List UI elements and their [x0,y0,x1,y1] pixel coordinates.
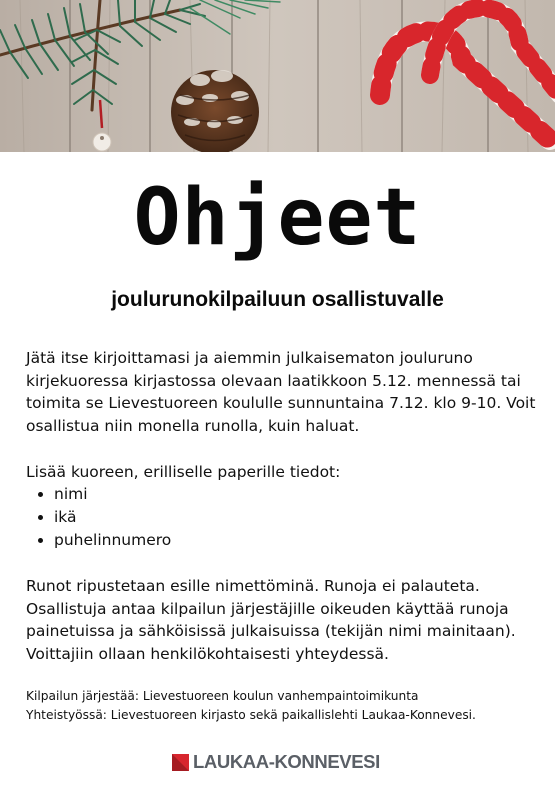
laukaa-konnevesi-logo [172,751,380,773]
terms-paragraph: Runot ripustetaan esille nimettöminä. Runoja ei palauteta. Osallistuja antaa kilpailun järjestäjille oikeuden käyttää runoja painetuissa ja sähköisissä julkaisuissa (tekijän nimi mainitaan). Voittajiin ollaan henkilökohtaisesti yhteydessä. [26,577,516,663]
list-item: • nimi [54,483,171,506]
details-intro: Lisää kuoreen, erilliselle paperille tiedot: [26,463,341,481]
logo-mark-icon [172,754,189,771]
pine-cone [171,70,259,152]
logo-text: LAUKAA-KONNEVESI [193,751,380,772]
instructions-paragraph: Jätä itse kirjoittamasi ja aiemmin julkaisematon jouluruno kirjekuoressa kirjastossa olevaan laatikkoon 5.12. mennessä tai toimita se Lievestuoreen koululle sunnuntaina 7.12. klo 9-10. Voit osallistua niin monella runolla, kuin haluat. [26,349,536,435]
christmas-decoration-photo [0,0,555,152]
list-item: • ikä [54,506,171,529]
banner-image [0,0,555,152]
required-details-list [26,483,171,552]
organizer-line: Kilpailun järjestää: Lievestuoreen koulun vanhempaintoimikunta [26,689,419,703]
list-item: • puhelinnumero [54,529,171,552]
page-subtitle: joulurunokilpailuun osallistuvalle [111,288,444,311]
cooperation-line: Yhteistyössä: Lievestuoreen kirjasto sekä paikallislehti Laukaa-Konnevesi. [26,708,476,722]
page-title: Ohjeet [133,173,422,263]
